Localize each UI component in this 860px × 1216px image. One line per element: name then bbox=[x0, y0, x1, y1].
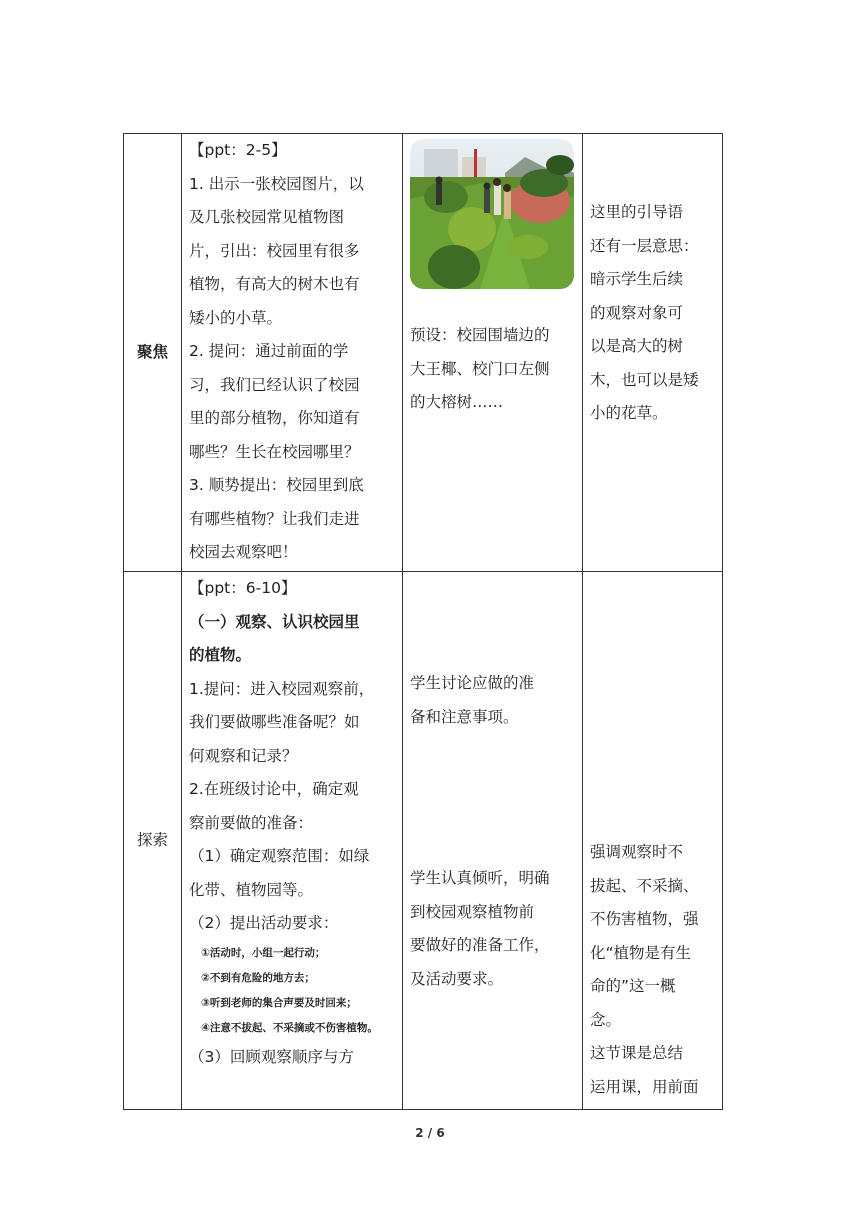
text-line: 植物，有高大的树木也有 bbox=[189, 275, 360, 293]
text-line: 拔起、不采摘、 bbox=[590, 876, 699, 895]
text-line: 到校园观察植物前 bbox=[410, 902, 535, 921]
student-activity-cell bbox=[403, 572, 583, 1110]
text-line: 以是高大的树 bbox=[590, 337, 684, 355]
text-line: 学生认真倾听，明确 bbox=[410, 869, 550, 887]
text-line: 化“植物是有生 bbox=[590, 943, 692, 962]
design-intent-cell bbox=[583, 134, 723, 572]
stage-cell-explore bbox=[124, 572, 182, 1110]
text-line: 木，也可以是矮 bbox=[590, 370, 699, 389]
text-line: （2）提出活动要求： bbox=[189, 914, 339, 932]
text-line: 2.在班级讨论中，确定观 bbox=[189, 780, 359, 798]
ppt-reference: 【ppt：2-5】 bbox=[189, 141, 287, 159]
text-line: 念。 bbox=[590, 1010, 622, 1029]
text-line: 强调观察时不 bbox=[590, 843, 684, 861]
campus-photo bbox=[410, 139, 574, 289]
text-line: 及活动要求。 bbox=[410, 969, 504, 988]
activity-rule: ①活动时，小组一起行动； bbox=[201, 946, 326, 959]
design-intent-cell bbox=[583, 572, 723, 1110]
campus-garden-image bbox=[410, 139, 574, 289]
text-line: 察前要做的准备： bbox=[189, 813, 314, 832]
text-line: 矮小的小草。 bbox=[189, 308, 283, 327]
table-row-focus bbox=[124, 134, 723, 572]
text-line: 的大榕树…… bbox=[410, 393, 504, 411]
page-number: 2 / 6 bbox=[415, 1126, 445, 1140]
text-line: 我们要做哪些准备呢？如 bbox=[189, 713, 360, 731]
stage-cell-focus bbox=[124, 134, 182, 572]
text-line: 不伤害植物，强 bbox=[590, 910, 699, 928]
text-line: 3. 顺势提出：校园里到底 bbox=[189, 476, 364, 494]
text-line: 的观察对象可 bbox=[590, 303, 684, 322]
text-line: （3）回顾观察顺序与方 bbox=[189, 1047, 354, 1066]
activity-rule: ③听到老师的集合声要及时回来； bbox=[201, 996, 357, 1009]
text-line: 命的”这一概 bbox=[590, 977, 676, 995]
text-line: 化带、植物园等。 bbox=[189, 880, 314, 899]
text-line: 片，引出：校园里有很多 bbox=[189, 241, 360, 260]
text-line: 何观察和记录？ bbox=[189, 746, 298, 765]
text-line: 备和注意事项。 bbox=[410, 707, 519, 726]
text-line: 要做好的准备工作， bbox=[410, 936, 550, 954]
text-line: 预设：校园围墙边的 bbox=[410, 326, 550, 344]
text-line: 这节课是总结 bbox=[590, 1044, 684, 1062]
text-line: （1）确定观察范围：如绿 bbox=[189, 847, 370, 865]
teacher-activity-cell bbox=[182, 134, 403, 572]
table-row-explore bbox=[124, 572, 723, 1110]
text-line: 暗示学生后续 bbox=[590, 270, 684, 288]
text-line: 学生讨论应做的准 bbox=[410, 674, 535, 692]
text-line: 习，我们已经认识了校园 bbox=[189, 375, 360, 394]
text-line: 1.提问：进入校园观察前， bbox=[189, 679, 375, 698]
text-line: 这里的引导语 bbox=[590, 203, 684, 221]
ppt-reference: 【ppt：6-10】 bbox=[189, 579, 297, 597]
student-activity-cell bbox=[403, 134, 583, 572]
text-line: 及几张校园常见植物图 bbox=[189, 208, 345, 226]
text-line: 大王椰、校门口左侧 bbox=[410, 359, 550, 378]
text-line: 还有一层意思： bbox=[590, 236, 699, 255]
text-line: 小的花草。 bbox=[590, 404, 668, 422]
text-line: 哪些？生长在校园哪里？ bbox=[189, 442, 360, 461]
text-line: 里的部分植物，你知道有 bbox=[189, 409, 360, 427]
lesson-plan-table bbox=[123, 133, 723, 1110]
stage-label: 探索 bbox=[136, 830, 168, 849]
section-heading: 的植物。 bbox=[189, 646, 252, 664]
text-line: 2. 提问：通过前面的学 bbox=[189, 342, 349, 360]
text-line: 有哪些植物？让我们走进 bbox=[189, 509, 360, 528]
section-heading: （一）观察、认识校园里 bbox=[189, 612, 360, 631]
stage-label: 聚焦 bbox=[136, 342, 168, 361]
activity-rule: ④注意不拔起、不采摘或不伤害植物。 bbox=[201, 1021, 378, 1034]
text-line: 校园去观察吧！ bbox=[189, 543, 298, 561]
text-line: 运用课，用前面 bbox=[590, 1077, 699, 1096]
activity-rule: ②不到有危险的地方去； bbox=[201, 971, 315, 984]
teacher-activity-cell bbox=[182, 572, 403, 1110]
text-line: 1. 出示一张校园图片，以 bbox=[189, 174, 364, 193]
